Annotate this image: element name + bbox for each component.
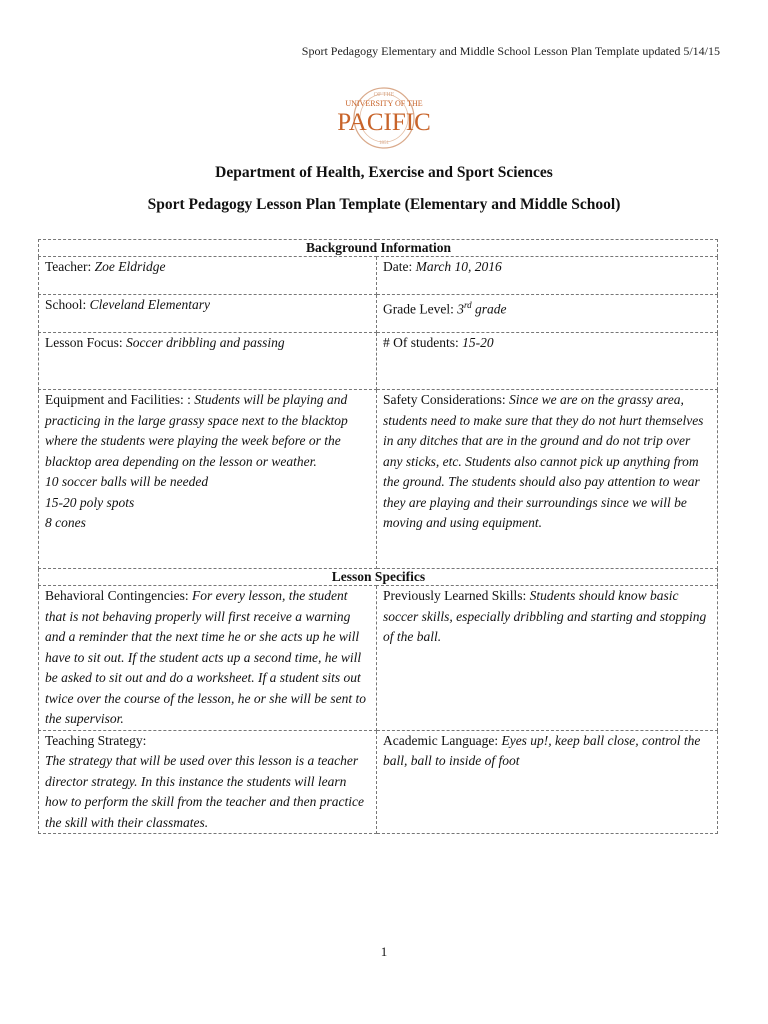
grade-value-suffix: rd	[463, 300, 472, 310]
lesson-focus-value: Soccer dribbling and passing	[126, 335, 285, 350]
equipment-cell	[39, 390, 377, 569]
behavior-value: For every lesson, the student that is not behaving properly will first receive a warning and a reminder that the next time he or she acts up he will have to sit out. If the student acts up a second time, he will be asked to sit out and do a worksheet. If a student sits out twice over the course of the lesson, he or she will be sent to the supervisor.	[45, 588, 366, 726]
grade-value-rest: grade	[471, 301, 507, 317]
skills-label: Previously Learned Skills:	[383, 588, 530, 603]
background-section-title: Background Information	[39, 240, 718, 257]
students-value: 15-20	[462, 335, 494, 350]
seal-top-text: OF THE	[373, 92, 395, 98]
equipment-item: 15-20 poly spots	[45, 494, 135, 510]
skills-cell	[377, 586, 718, 731]
strategy-value: The strategy that will be used over this lesson is a teacher director strategy. In this instance the students will learn how to perform the skill from the teacher and then practice the skill with their classmates.	[45, 753, 364, 830]
equipment-item: 8 cones	[45, 515, 86, 530]
language-value: Eyes up!, keep ball close, control the ball, ball to inside of foot	[383, 732, 701, 768]
teacher-label: Teacher:	[45, 259, 95, 274]
teacher-cell	[39, 257, 377, 295]
safety-label: Safety Considerations:	[383, 392, 509, 407]
equipment-safety-row	[39, 390, 718, 569]
teacher-date-row	[39, 257, 718, 295]
focus-students-row	[39, 333, 718, 390]
strategy-language-row	[39, 730, 718, 834]
language-cell	[377, 730, 718, 834]
safety-value: Since we are on the grassy area, students need to make sure that they do not hurt themselves in any ditches that are in the ground and do not trip over any sticks, etc. Students also cannot pick up anything from the ground. The students should also pay attention to wear they are playing and their surroundings since we will be moving and using equipment.	[383, 392, 704, 530]
grade-label: Grade Level:	[383, 301, 458, 317]
background-section-row	[39, 240, 718, 257]
behavior-label: Behavioral Contingencies:	[45, 588, 192, 603]
lesson-plan-table	[38, 239, 718, 834]
specifics-section-row	[39, 569, 718, 586]
logo-main-text: PACIFIC	[337, 109, 431, 136]
safety-cell	[377, 390, 718, 569]
school-grade-row	[39, 295, 718, 333]
school-cell	[39, 295, 377, 333]
department-title: Department of Health, Exercise and Sport Sciences	[215, 164, 553, 181]
strategy-cell	[39, 730, 377, 834]
strategy-label: Teaching Strategy:	[45, 732, 147, 748]
school-value: Cleveland Elementary	[89, 297, 210, 312]
lesson-focus-label: Lesson Focus:	[45, 335, 126, 350]
date-label: Date:	[383, 259, 416, 274]
equipment-item: 10 soccer balls will be needed	[45, 474, 209, 489]
equipment-value: Students will be playing and practicing in the large grassy space next to the blacktop where the students were playing the week before or the blacktop area depending on the lesson or weather.	[45, 392, 348, 469]
skills-value: Students should know basic soccer skills, especially dribbling and starting and stopping of the ball.	[383, 588, 707, 644]
equipment-label: Equipment and Facilities: :	[45, 392, 195, 407]
page-number: 1	[380, 944, 388, 959]
lesson-focus-cell	[39, 333, 377, 390]
students-cell	[377, 333, 718, 390]
grade-cell	[377, 295, 718, 333]
language-label: Academic Language:	[383, 732, 502, 748]
specifics-section-title: Lesson Specifics	[39, 569, 718, 586]
behavior-cell	[39, 586, 377, 731]
template-title: Sport Pedagogy Lesson Plan Template (Elementary and Middle School)	[147, 196, 621, 213]
date-value: March 10, 2016	[415, 259, 502, 274]
school-label: School:	[45, 297, 90, 312]
seal-year-text: 1851	[379, 141, 389, 146]
students-label: # Of students:	[383, 335, 463, 350]
behavior-skills-row	[39, 586, 718, 731]
university-of-the-pacific-logo	[330, 84, 438, 152]
grade-value-number: 3	[457, 301, 464, 317]
teacher-value: Zoe Eldridge	[94, 259, 166, 274]
running-header: Sport Pedagogy Elementary and Middle School Lesson Plan Template updated 5/14/15	[301, 44, 720, 58]
date-cell	[377, 257, 718, 295]
logo-top-text: UNIVERSITY OF THE	[345, 99, 423, 108]
